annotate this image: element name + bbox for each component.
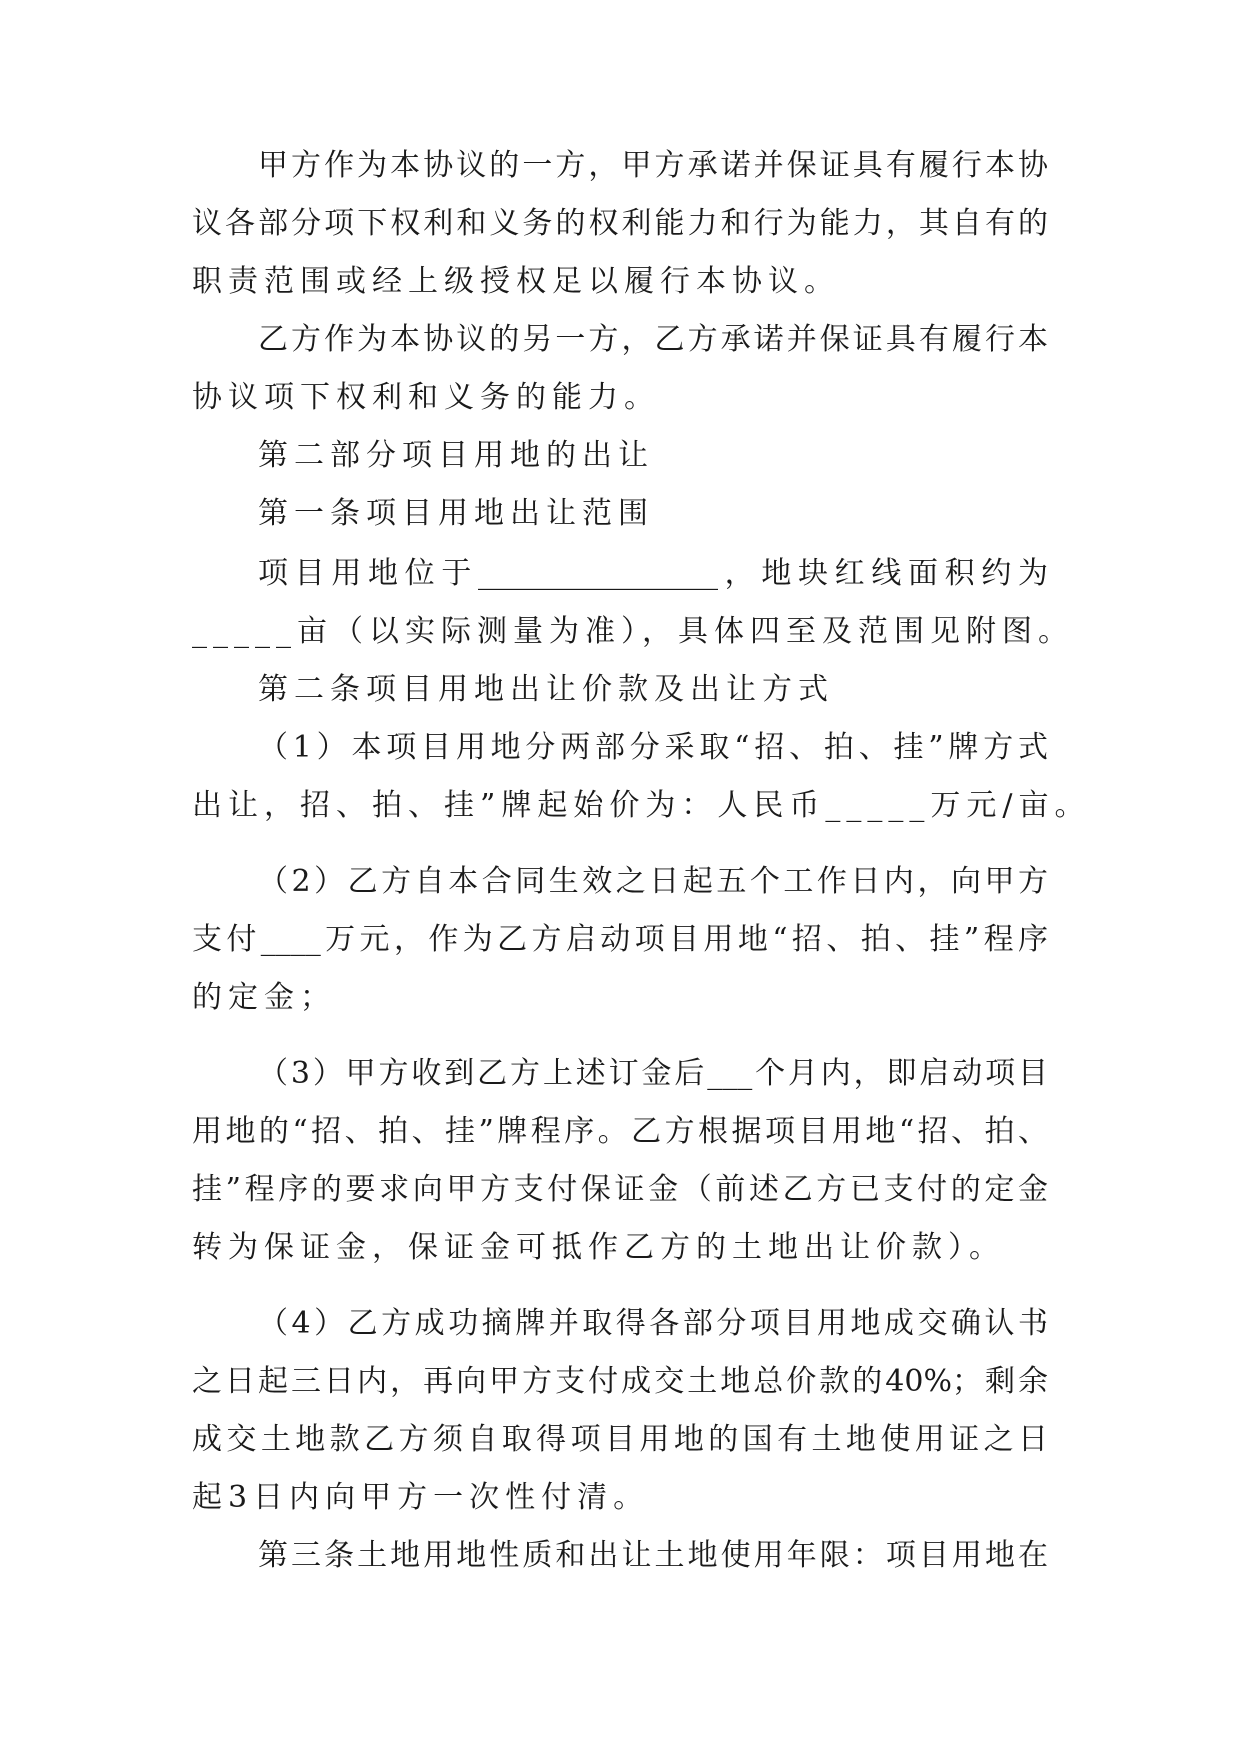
paragraph-line: 议各部分项下权利和义务的权利能力和行为能力，其自有的 <box>192 206 1048 241</box>
paragraph-line: 甲方作为本协议的一方，甲方承诺并保证具有履行本协 <box>258 148 1048 183</box>
paragraph-line: 起3日内向甲方一次性付清。 <box>192 1480 650 1515</box>
article-heading: 第二条项目用地出让价款及出让方式 <box>258 672 834 707</box>
paragraph-line: _____亩（以实际测量为准），具体四至及范围见附图。 <box>192 614 1074 649</box>
paragraph-line: 之日起三日内，再向甲方支付成交土地总价款的40%；剩余 <box>192 1364 1048 1399</box>
paragraph-line: 挂”程序的要求向甲方支付保证金（前述乙方已支付的定金 <box>192 1172 1048 1207</box>
paragraph-line: 协议项下权利和义务的能力。 <box>192 380 660 415</box>
paragraph-line: 的定金； <box>192 980 336 1015</box>
paragraph-line: （4）乙方成功摘牌并取得各部分项目用地成交确认书 <box>258 1306 1048 1341</box>
paragraph-line: （2）乙方自本合同生效之日起五个工作日内，向甲方 <box>258 864 1048 899</box>
section-heading: 第二部分项目用地的出让 <box>258 438 654 473</box>
paragraph-line: （1）本项目用地分两部分采取“招、拍、挂”牌方式 <box>258 730 1048 765</box>
paragraph-line: 职责范围或经上级授权足以履行本协议。 <box>192 264 840 299</box>
paragraph-line: 项目用地位于________________，地块红线面积约为 <box>258 556 1048 591</box>
paragraph-line: 用地的“招、拍、挂”牌程序。乙方根据项目用地“招、拍、 <box>192 1114 1048 1149</box>
paragraph-line: 乙方作为本协议的另一方，乙方承诺并保证具有履行本 <box>258 322 1048 357</box>
paragraph-line: 支付____万元，作为乙方启动项目用地“招、拍、挂”程序 <box>192 922 1048 957</box>
paragraph-line: （3）甲方收到乙方上述订金后___个月内，即启动项目 <box>258 1056 1048 1091</box>
paragraph-line: 出让，招、拍、挂”牌起始价为：人民币_____万元/亩。 <box>192 788 1091 823</box>
paragraph-line: 转为保证金，保证金可抵作乙方的土地出让价款）。 <box>192 1230 1005 1265</box>
article-heading: 第一条项目用地出让范围 <box>258 496 654 531</box>
article-heading: 第三条土地用地性质和出让土地使用年限：项目用地在 <box>258 1538 1048 1573</box>
paragraph-line: 成交土地款乙方须自取得项目用地的国有土地使用证之日 <box>192 1422 1048 1457</box>
